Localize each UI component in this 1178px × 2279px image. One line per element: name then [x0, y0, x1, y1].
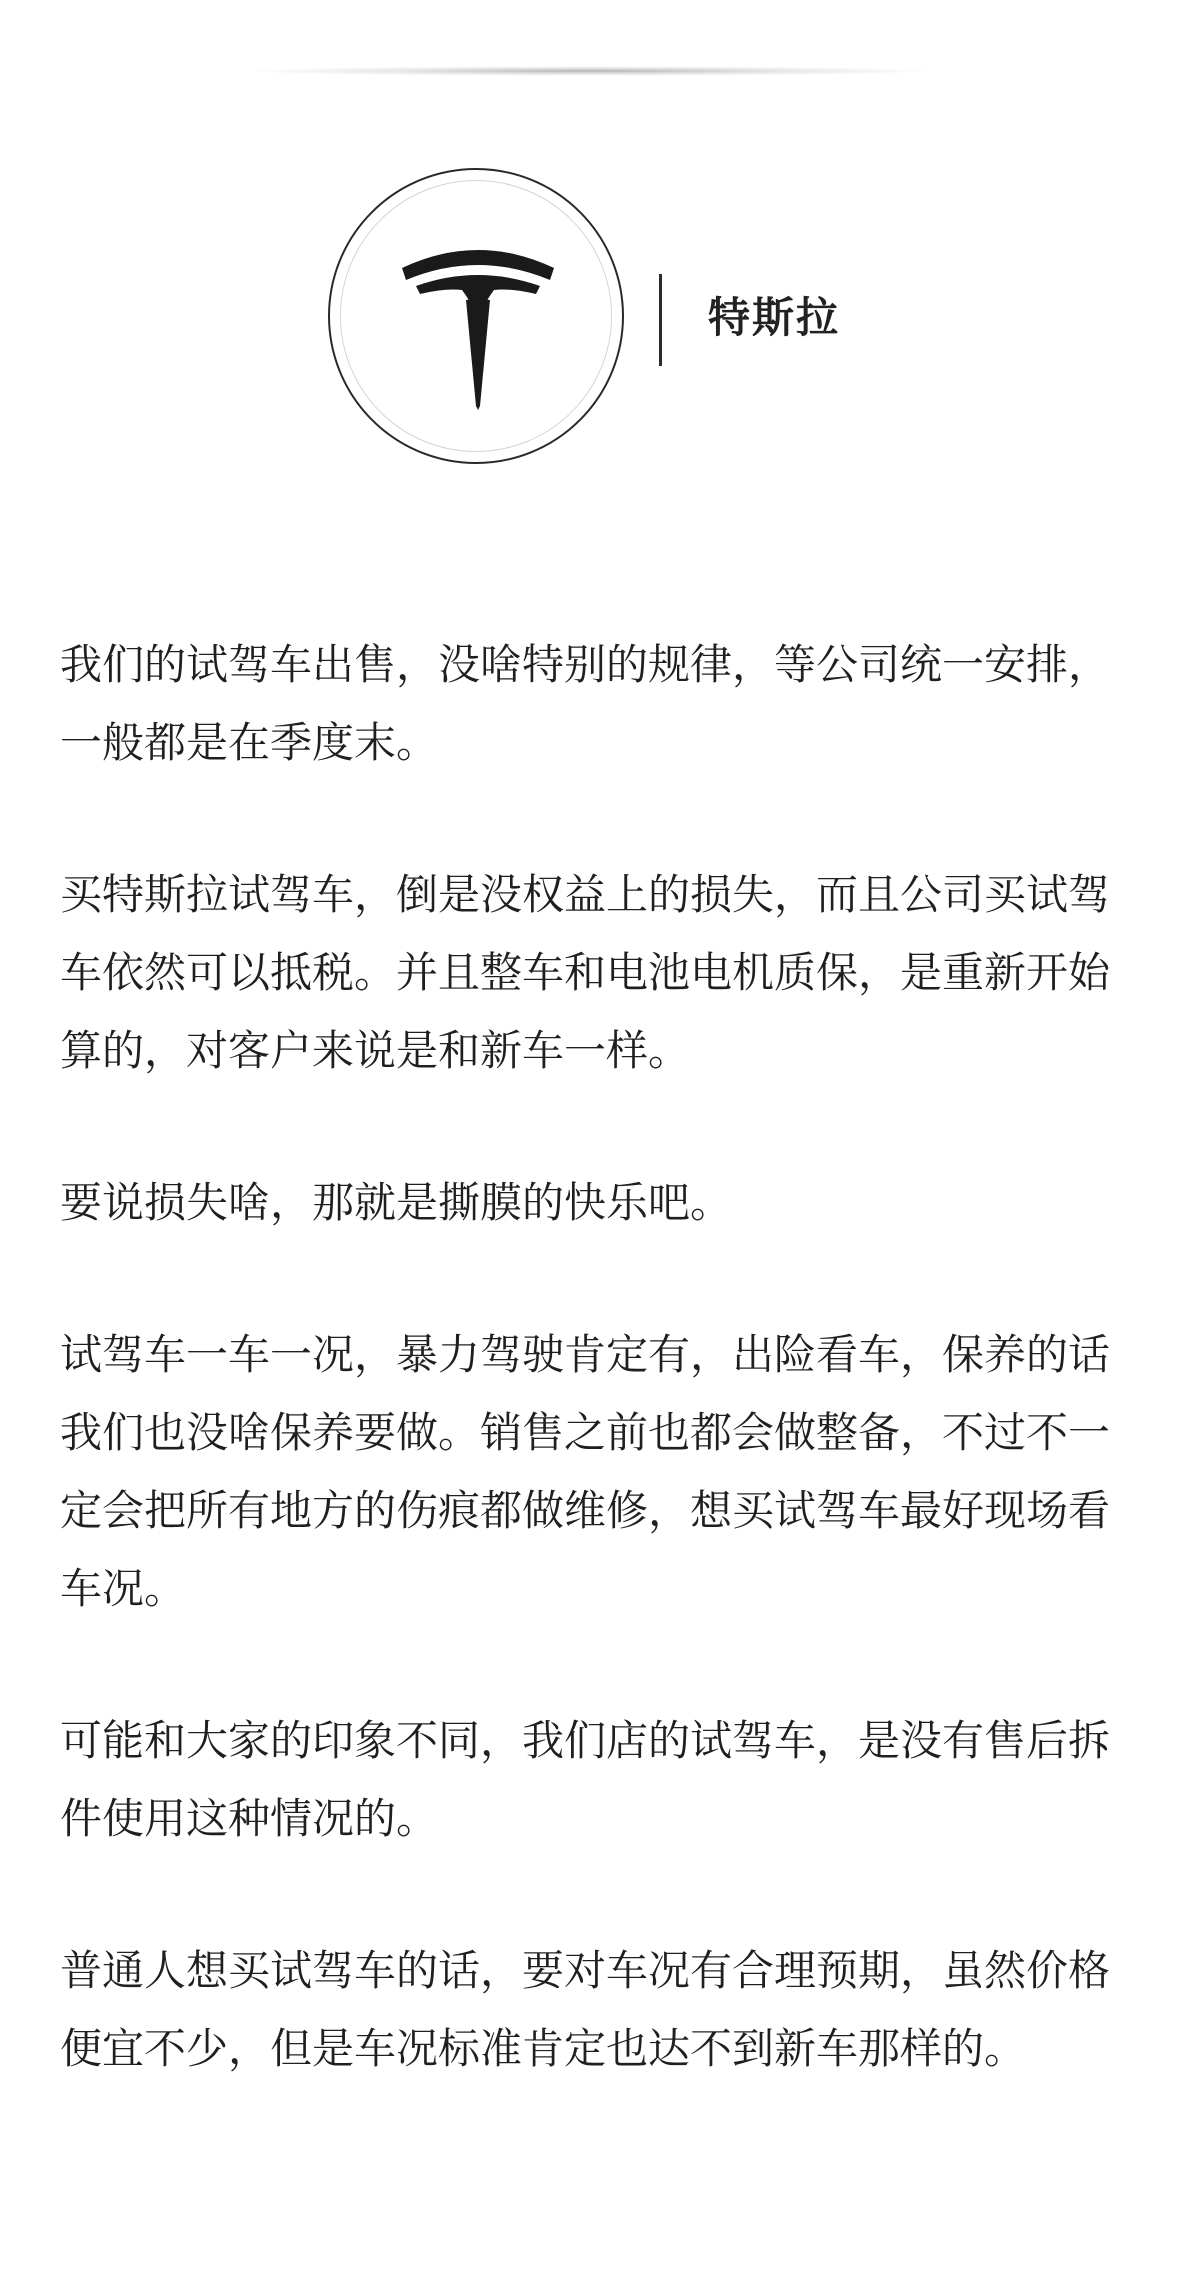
brand-name: 特斯拉 [708, 293, 841, 342]
top-divider [250, 66, 930, 76]
article-paragraph: 要说损失啥，那就是撕膜的快乐吧。 [60, 1178, 733, 1227]
brand-divider [659, 274, 662, 366]
article-paragraph: 买特斯拉试驾车，倒是没权益上的损失，而且公司买试驾车依然可以抵税。并且整车和电池电机质保，是重新开始算的，对客户来说是和新车一样。 [60, 870, 1111, 1075]
article-paragraph: 普通人想买试驾车的话，要对车况有合理预期，虽然价格便宜不少，但是车况标准肯定也达不到新车那样的。 [60, 1946, 1111, 2073]
brand-logo [328, 168, 624, 464]
article-body [60, 626, 1122, 2162]
article-paragraph: 可能和大家的印象不同，我们店的试驾车，是没有售后拆件使用这种情况的。 [60, 1716, 1111, 1843]
brand-header [0, 168, 1178, 478]
article-paragraph: 我们的试驾车出售，没啥特别的规律，等公司统一安排，一般都是在季度末。 [60, 640, 1111, 767]
article-paragraph: 试驾车一车一况，暴力驾驶肯定有，出险看车，保养的话我们也没啥保养要做。销售之前也都会做整备，不过不一定会把所有地方的伤痕都做维修，想买试驾车最好现场看车况。 [60, 1330, 1111, 1613]
tesla-logo-icon [330, 170, 626, 466]
